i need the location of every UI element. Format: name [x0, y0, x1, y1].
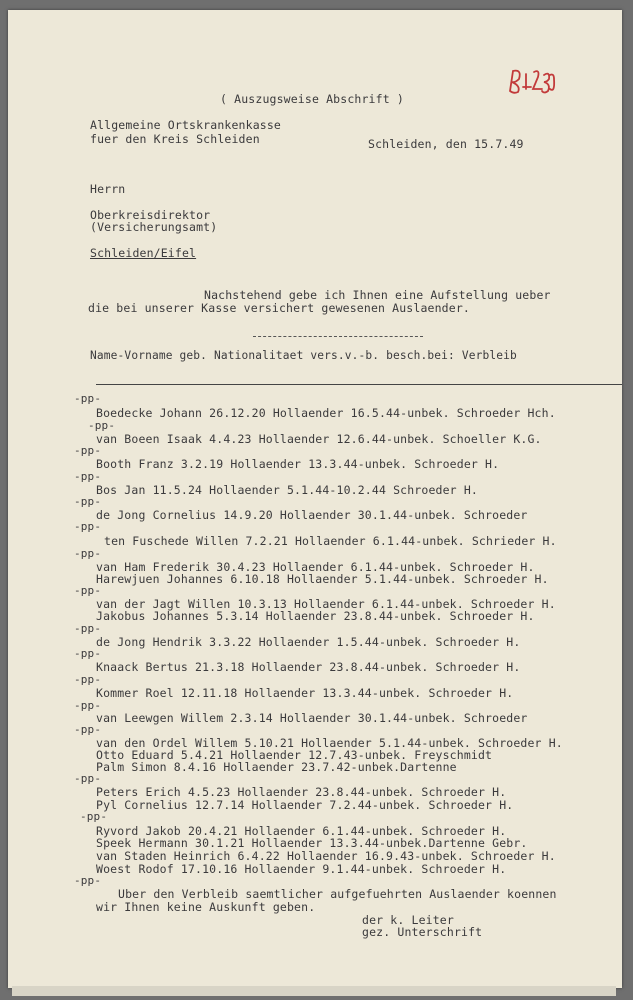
- pp-marker: -pp-: [74, 495, 102, 508]
- pp-marker: -pp-: [74, 444, 102, 457]
- document-title: ( Auszugsweise Abschrift ): [220, 92, 404, 106]
- page-edge: [12, 986, 616, 996]
- intro-line-1: Nachstehend gebe ich Ihnen eine Aufstellung ueber: [204, 288, 551, 302]
- signature-note: gez. Unterschrift: [362, 925, 483, 939]
- dashed-divider: [253, 336, 423, 337]
- pp-marker: -pp-: [88, 419, 116, 432]
- entry-line: Peters Erich 4.5.23 Hollaender 23.8.44-unbek. Schroeder H.: [96, 785, 507, 799]
- pp-marker: -pp-: [74, 392, 102, 405]
- closing-line-2: wir Ihnen keine Auskunft geben.: [96, 900, 316, 914]
- intro-line-2: die bei unserer Kasse versichert gewesenen Auslaender.: [88, 301, 470, 315]
- entry-line: van Staden Heinrich 6.4.22 Hollaender 16.9.43-unbek. Schroeder H.: [96, 849, 556, 863]
- pp-marker: -pp-: [74, 874, 102, 887]
- entry-line: ten Fuschede Willen 7.2.21 Hollaender 6.1.44-unbek. Schrieder H.: [104, 534, 557, 548]
- closing-line-1: Uber den Verbleib saemtlicher aufgefuehrten Auslaender koennen: [118, 887, 557, 901]
- place-date: Schleiden, den 15.7.49: [368, 137, 524, 151]
- pp-marker: -pp-: [74, 647, 102, 660]
- entry-line: van den Ordel Willem 5.10.21 Hollaender 5.1.44-unbek. Schroeder H.: [96, 736, 563, 750]
- pp-marker: -pp-: [74, 520, 102, 533]
- entry-line: Woest Rodof 17.10.16 Hollaender 9.1.44-unbek. Schroeder H.: [96, 862, 507, 876]
- entry-line: Boedecke Johann 26.12.20 Hollaender 16.5.44-unbek. Schroeder Hch.: [96, 406, 556, 420]
- entry-line: Booth Franz 3.2.19 Hollaender 13.3.44-unbek. Schroeder H.: [96, 457, 500, 471]
- entry-line: de Jong Hendrik 3.3.22 Hollaender 1.5.44-unbek. Schroeder H.: [96, 635, 521, 649]
- pp-marker: -pp-: [74, 723, 102, 736]
- recipient-title: Oberkreisdirektor: [90, 208, 211, 222]
- entry-line: de Jong Cornelius 14.9.20 Hollaender 30.1.44-unbek. Schroeder: [96, 508, 528, 522]
- pp-marker: -pp-: [74, 584, 102, 597]
- entry-line: van Boeen Isaak 4.4.23 Hollaender 12.6.44-unbek. Schoeller K.G.: [96, 432, 542, 446]
- recipient-office: (Versicherungsamt): [90, 220, 218, 234]
- pp-marker: -pp-: [74, 622, 102, 635]
- entry-line: van Ham Frederik 30.4.23 Hollaender 6.1.44-unbek. Schroeder H.: [96, 560, 535, 574]
- sender-line-1: Allgemeine Ortskrankenkasse: [90, 118, 281, 132]
- entry-line: Knaack Bertus 21.3.18 Hollaender 23.8.44-unbek. Schroeder H.: [96, 660, 521, 674]
- document-page: [8, 10, 622, 988]
- entry-line: Jakobus Johannes 5.3.14 Hollaender 23.8.44-unbek. Schroeder H.: [96, 609, 535, 623]
- pp-marker: -pp-: [74, 673, 102, 686]
- pp-marker: -pp-: [74, 547, 102, 560]
- entry-line: Speek Hermann 30.1.21 Hollaender 13.3.44-unbek.Dartenne Gebr.: [96, 836, 528, 850]
- pp-marker: -pp-: [74, 772, 102, 785]
- entry-line: Otto Eduard 5.4.21 Hollaender 12.7.43-unbek. Freyschmidt: [96, 748, 493, 762]
- pp-marker: -pp-: [74, 699, 102, 712]
- sender-line-2: fuer den Kreis Schleiden: [90, 132, 260, 146]
- entry-line: Pyl Cornelius 12.7.14 Hollaender 7.2.44-unbek. Schroeder H.: [96, 798, 514, 812]
- pp-marker: -pp-: [74, 470, 102, 483]
- entry-line: Harewjuen Johannes 6.10.18 Hollaender 5.1.44-unbek. Schroeder H.: [96, 572, 549, 586]
- pp-marker: -pp-: [80, 810, 108, 823]
- signature-role: der k. Leiter: [362, 913, 454, 927]
- recipient-city: Schleiden/Eifel: [90, 246, 197, 260]
- entry-line: Ryvord Jakob 20.4.21 Hollaender 6.1.44-unbek. Schroeder H.: [96, 824, 507, 838]
- entry-line: Kommer Roel 12.11.18 Hollaender 13.3.44-unbek. Schroeder H.: [96, 686, 514, 700]
- recipient-salutation: Herrn: [90, 182, 126, 196]
- entry-line: van der Jagt Willen 10.3.13 Hollaender 6.1.44-unbek. Schroeder H.: [96, 597, 556, 611]
- red-pencil-mark: [506, 65, 556, 97]
- column-header: Name-Vorname geb. Nationalitaet vers.v.-b. besch.bei: Verbleib: [90, 349, 517, 362]
- entry-line: Palm Simon 8.4.16 Hollaender 23.7.42-unbek.Dartenne: [96, 760, 457, 774]
- entry-line: Bos Jan 11.5.24 Hollaender 5.1.44-10.2.44 Schroeder H.: [96, 483, 478, 497]
- entry-line: van Leewgen Willem 2.3.14 Hollaender 30.1.44-unbek. Schroeder: [96, 711, 528, 725]
- header-rule: [96, 384, 622, 385]
